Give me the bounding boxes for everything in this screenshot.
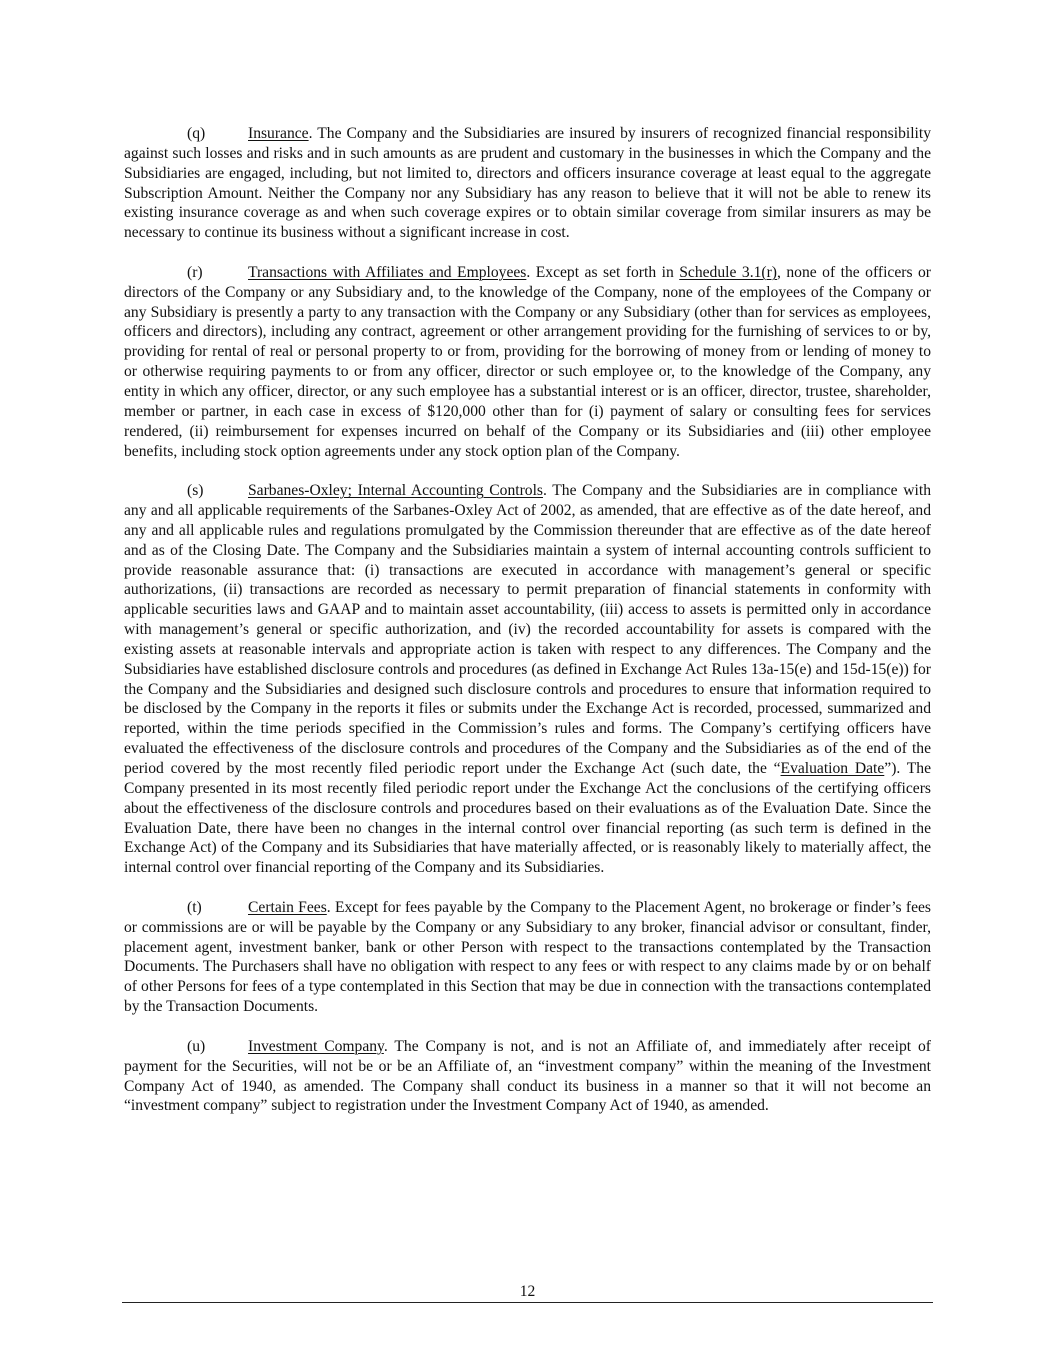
section-text: . The Company and the Subsidiaries are insured by insurers of recognized financial responsibility against such losses and risks and in such amounts as are prudent and customary in the businesses in which the Company and the Subsidiaries are engaged, including, but not limited to, directors and officers insurance coverage at least equal to the aggregate Subscription Amount. Neither the Company nor any Subsidiary has any reason to believe that it will not be able to renew its existing insurance coverage as and when such coverage expires or to obtain similar coverage from similar insurers as may be necessary to continue its business without a significant increase in cost. — [124, 125, 931, 242]
section-heading: Certain Fees — [248, 898, 327, 916]
section-text: . Except as set forth in — [526, 263, 680, 281]
section-text: . The Company is not, and is not an Affiliate of, and immediately after receipt of payment for the Securities, will not be or be an Affiliate of, an “investment company” within the meaning of the Investment Company Act of 1940, as amended. The Company shall conduct its business in a manner so that it will not become an “investment company” subject to registration under the Investment Company Act of 1940, as amended. — [124, 1037, 931, 1115]
defined-term: Evaluation Date — [780, 760, 885, 777]
page-body — [124, 124, 931, 1136]
section-q — [124, 124, 931, 243]
section-s — [124, 481, 931, 878]
section-text: . Except for fees payable by the Company to the Placement Agent, no brokerage or finder’s fees or commissions are or will be payable by the Company or any Subsidiary to any broker, financial advisor or consultant, finder, placement agent, investment banker, bank or other Person with respect to the transactions contemplated by the Transaction Documents. The Purchasers shall have no obligation with respect to any fees or with respect to any claims made by or on behalf of other Persons for fees of a type contemplated in this Section that may be due in connection with the transactions contemplated by the Transaction Documents. — [124, 898, 931, 1016]
section-u — [124, 1037, 931, 1116]
section-t — [124, 898, 931, 1017]
section-heading: Sarbanes-Oxley; Internal Accounting Controls — [248, 482, 543, 500]
section-label: (s) — [187, 482, 204, 500]
page-number: 12 — [519, 1283, 536, 1300]
section-heading: Insurance — [248, 125, 309, 142]
section-text: . The Company and the Subsidiaries are in compliance with any and all applicable requirements of the Sarbanes-Oxley Act of 2002, as amended, that are effective as of the date hereof, and any and all applicable rules and regulations promulgated by the Commission thereunder that are effective as of the date hereof and as of the Closing Date. The Company and the Subsidiaries maintain a system of internal accounting controls sufficient to provide reasonable assurance that: (i) transactions are executed in accordance with management’s general or specific authorizations, (ii) transactions are recorded as necessary to permit preparation of financial statements in conformity with applicable securities laws and GAAP and to maintain asset accountability, (iii) access to assets is permitted only in accordance with management’s general or specific authorization, and (iv) the recorded accountability for assets is compared with the existing assets at reasonable intervals and appropriate action is taken with respect to any differences. The Company and the Subsidiaries have established disclosure controls and procedures (as defined in Exchange Act Rules 13a-15(e) and 15d-15(e)) for the Company and the Subsidiaries and designed such disclosure controls and procedures to ensure that information required to be disclosed by the Company in the reports it files or submits under the Exchange Act is recorded, processed, summarized and reported, within the time periods specified in the Commission’s rules and forms. The Company’s certifying officers have evaluated the effectiveness of the disclosure controls and procedures of the Company and the Subsidiaries as of the end of the period covered by the most recently filed periodic report under the Exchange Act (such date, the “ — [124, 482, 931, 777]
section-heading: Investment Company — [248, 1037, 384, 1055]
section-label: (t) — [187, 898, 202, 916]
section-label: (r) — [187, 263, 203, 281]
section-heading: Transactions with Affiliates and Employees — [248, 263, 527, 281]
section-text: ”). The Company presented in its most recently filed periodic report under the Exchange Act the conclusions of the certifying officers about the effectiveness of the disclosure controls and procedures based on their evaluations as of the Evaluation Date. Since the Evaluation Date, there have been no changes in the internal control over financial reporting (as such term is defined in the Exchange Act) of the Company and its Subsidiaries that have materially affected, or is reasonably likely to materially affect, the internal control over financial reporting of the Company and its Subsidiaries. — [124, 760, 932, 877]
section-label: (u) — [187, 1037, 206, 1055]
section-r — [124, 263, 931, 461]
section-label: (q) — [187, 125, 206, 142]
section-text: , none of the officers or directors of the Company or any Subsidiary and, to the knowledge of the Company, none of the employees of the Company or any Subsidiary is presently a party to any transaction with the Company or any Subsidiary (other than for services as employees, officers and directors), including any contract, agreement or other arrangement providing for the furnishing of services to or by, providing for rental of real or personal property to or from, providing for the borrowing of money from or lending of money to or otherwise requiring payments to or from any officer, director or such employee or, to the knowledge of the Company, any entity in which any officer, director, or any such employee has a substantial interest or is an officer, director, trustee, shareholder, member or partner, in each case in excess of $120,000 other than for (i) payment of salary or consulting fees for services rendered, (ii) reimbursement for expenses incurred on behalf of the Company or its Subsidiaries and (iii) other employee benefits, including stock option agreements under any stock option plan of the Company. — [124, 263, 931, 460]
schedule-reference: Schedule 3.1(r) — [679, 263, 777, 281]
footer-divider — [122, 1302, 933, 1303]
